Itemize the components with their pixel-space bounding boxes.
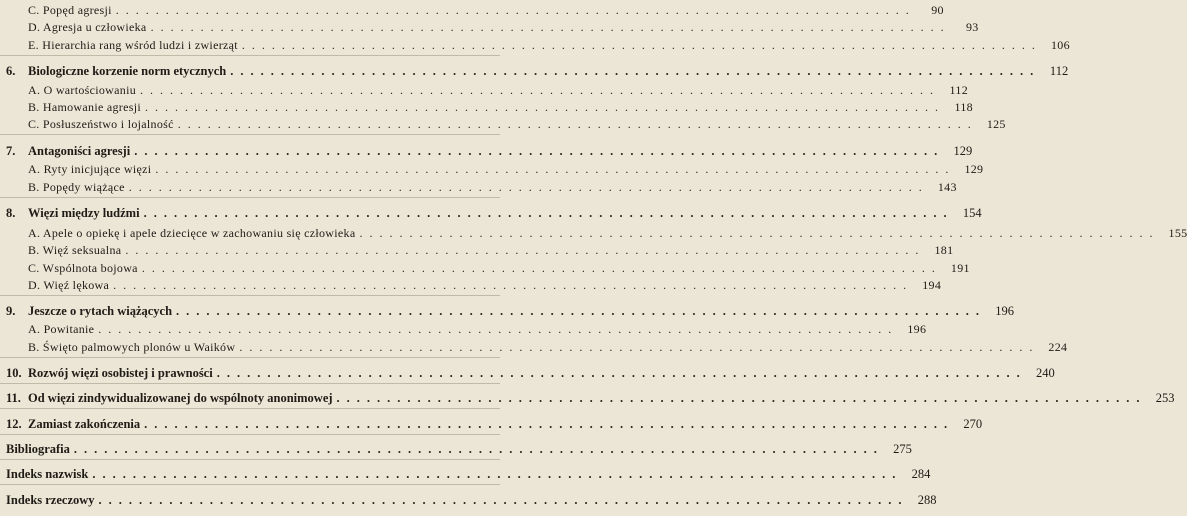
chapter-number: 8. <box>6 206 16 220</box>
dot-leader: ................................................................................ <box>98 322 899 336</box>
toc-section-entry <box>28 340 1068 354</box>
dot-leader: ................................................................................ <box>98 493 909 507</box>
toc-chapter-entry <box>6 366 1055 380</box>
chapter-number: 11. <box>6 391 21 405</box>
page-number: 284 <box>911 467 931 481</box>
page-number: 191 <box>950 261 970 275</box>
entry-title: Zamiast zakończenia <box>28 417 141 431</box>
section-divider <box>0 295 500 296</box>
page-number: 288 <box>917 493 937 507</box>
entry-title: C. Wspólnota bojowa <box>28 261 138 275</box>
toc-backmatter-entry <box>6 467 931 481</box>
entry-title: D. Więź lękowa <box>28 278 110 292</box>
entry-title: Bibliografia <box>6 442 70 456</box>
dot-leader: ................................................................................ <box>143 206 954 220</box>
page-number: 93 <box>965 20 979 34</box>
dot-leader: ................................................................................ <box>144 417 955 431</box>
page-number: 112 <box>949 83 969 97</box>
section-divider <box>0 55 500 56</box>
dot-leader: ................................................................................ <box>134 144 945 158</box>
toc-chapter-entry <box>6 391 1175 405</box>
toc-chapter-entry <box>6 304 1015 318</box>
toc-section-entry <box>28 20 979 34</box>
entry-title: Biologiczne korzenie norm etycznych <box>28 64 227 78</box>
dot-leader: ................................................................................ <box>176 304 987 318</box>
chapter-number: 12. <box>6 417 22 431</box>
page-number: 253 <box>1155 391 1175 405</box>
toc-section-entry <box>28 117 1006 131</box>
entry-title: Indeks rzeczowy <box>6 493 95 507</box>
entry-title: C. Posłuszeństwo i lojalność <box>28 117 174 131</box>
dot-leader: ................................................................................ <box>359 226 1160 240</box>
page-number: 194 <box>922 278 942 292</box>
page-number: 240 <box>1035 366 1055 380</box>
toc-section-entry <box>28 322 927 336</box>
entry-title: B. Hamowanie agresji <box>28 100 141 114</box>
section-divider <box>0 383 500 384</box>
entry-title: A. O wartościowaniu <box>28 83 137 97</box>
entry-title: Od więzi zindywidualizowanej do wspólnoty anonimowej <box>28 391 333 405</box>
dot-leader: ................................................................................ <box>230 64 1041 78</box>
entry-title: A. Ryty inicjujące więzi <box>28 162 152 176</box>
dot-leader: ................................................................................ <box>92 467 903 481</box>
page-number: 196 <box>995 304 1015 318</box>
dot-leader: ................................................................................ <box>115 3 916 17</box>
entry-title: E. Hierarchia rang wśród ludzi i zwierząt <box>28 38 238 52</box>
entry-title: D. Agresja u człowieka <box>28 20 147 34</box>
toc-section-entry <box>28 180 957 194</box>
page-number: 181 <box>934 243 954 257</box>
page-number: 154 <box>962 206 982 220</box>
dot-leader: ................................................................................ <box>177 117 978 131</box>
entry-title: A. Powitanie <box>28 322 95 336</box>
toc-section-entry <box>28 162 984 176</box>
entry-title: B. Święto palmowych plonów u Waików <box>28 340 236 354</box>
entry-title: B. Więź seksualna <box>28 243 122 257</box>
entry-title: C. Popęd agresji <box>28 3 112 17</box>
section-divider <box>0 197 500 198</box>
dot-leader: ................................................................................ <box>241 38 1042 52</box>
toc-chapter-entry <box>6 206 982 220</box>
dot-leader: ................................................................................ <box>141 261 942 275</box>
chapter-number: 6. <box>6 64 16 78</box>
page-number: 118 <box>954 100 973 114</box>
chapter-number: 7. <box>6 144 16 158</box>
dot-leader: ................................................................................ <box>128 180 929 194</box>
toc-backmatter-entry <box>6 493 937 507</box>
toc-section-entry <box>28 243 954 257</box>
entry-title: Jeszcze o rytach wiążących <box>28 304 173 318</box>
dot-leader: ................................................................................ <box>73 442 884 456</box>
chapter-number: 9. <box>6 304 16 318</box>
toc-chapter-entry <box>6 144 973 158</box>
section-divider <box>0 408 500 409</box>
page-number: 106 <box>1050 38 1070 52</box>
toc-section-entry <box>28 83 969 97</box>
dot-leader: ................................................................................ <box>216 366 1027 380</box>
page-number: 224 <box>1048 340 1068 354</box>
dot-leader: ................................................................................ <box>113 278 914 292</box>
page-number: 275 <box>893 442 912 456</box>
page-number: 196 <box>907 322 927 336</box>
section-divider <box>0 134 500 135</box>
toc-section-entry <box>28 278 942 292</box>
entry-title: Rozwój więzi osobistej i prawności <box>28 366 213 380</box>
page-number: 112 <box>1049 64 1069 78</box>
page-number: 125 <box>986 117 1006 131</box>
dot-leader: ................................................................................ <box>140 83 941 97</box>
page-number: 270 <box>963 417 983 431</box>
toc-chapter-entry <box>6 417 983 431</box>
entry-title: B. Popędy wiążące <box>28 180 125 194</box>
entry-title: Indeks nazwisk <box>6 467 89 481</box>
page-number: 129 <box>964 162 984 176</box>
entry-title: A. Apele o opiekę i apele dziecięce w zachowaniu się człowieka <box>28 226 356 240</box>
chapter-number: 10. <box>6 366 22 380</box>
section-divider <box>0 459 500 460</box>
toc-section-entry <box>28 3 944 17</box>
entry-title: Więzi między ludźmi <box>28 206 140 220</box>
page-number: 155 <box>1168 226 1187 240</box>
page-number: 129 <box>953 144 973 158</box>
entry-title: Antagoniści agresji <box>28 144 131 158</box>
dot-leader: ................................................................................ <box>239 340 1040 354</box>
page-number: 90 <box>931 3 944 17</box>
toc-backmatter-entry <box>6 442 912 456</box>
section-divider <box>0 484 500 485</box>
toc-section-entry <box>28 38 1070 52</box>
section-divider <box>0 434 500 435</box>
dot-leader: ................................................................................ <box>150 20 951 34</box>
page-number: 143 <box>937 180 957 194</box>
toc-section-entry <box>28 261 970 275</box>
dot-leader: ................................................................................ <box>155 162 956 176</box>
dot-leader: ................................................................................ <box>125 243 926 257</box>
section-divider <box>0 357 500 358</box>
toc-chapter-entry <box>6 64 1069 78</box>
toc-section-entry <box>28 226 1187 240</box>
dot-leader: ................................................................................ <box>336 391 1147 405</box>
dot-leader: ................................................................................ <box>144 100 945 114</box>
toc-section-entry <box>28 100 973 114</box>
